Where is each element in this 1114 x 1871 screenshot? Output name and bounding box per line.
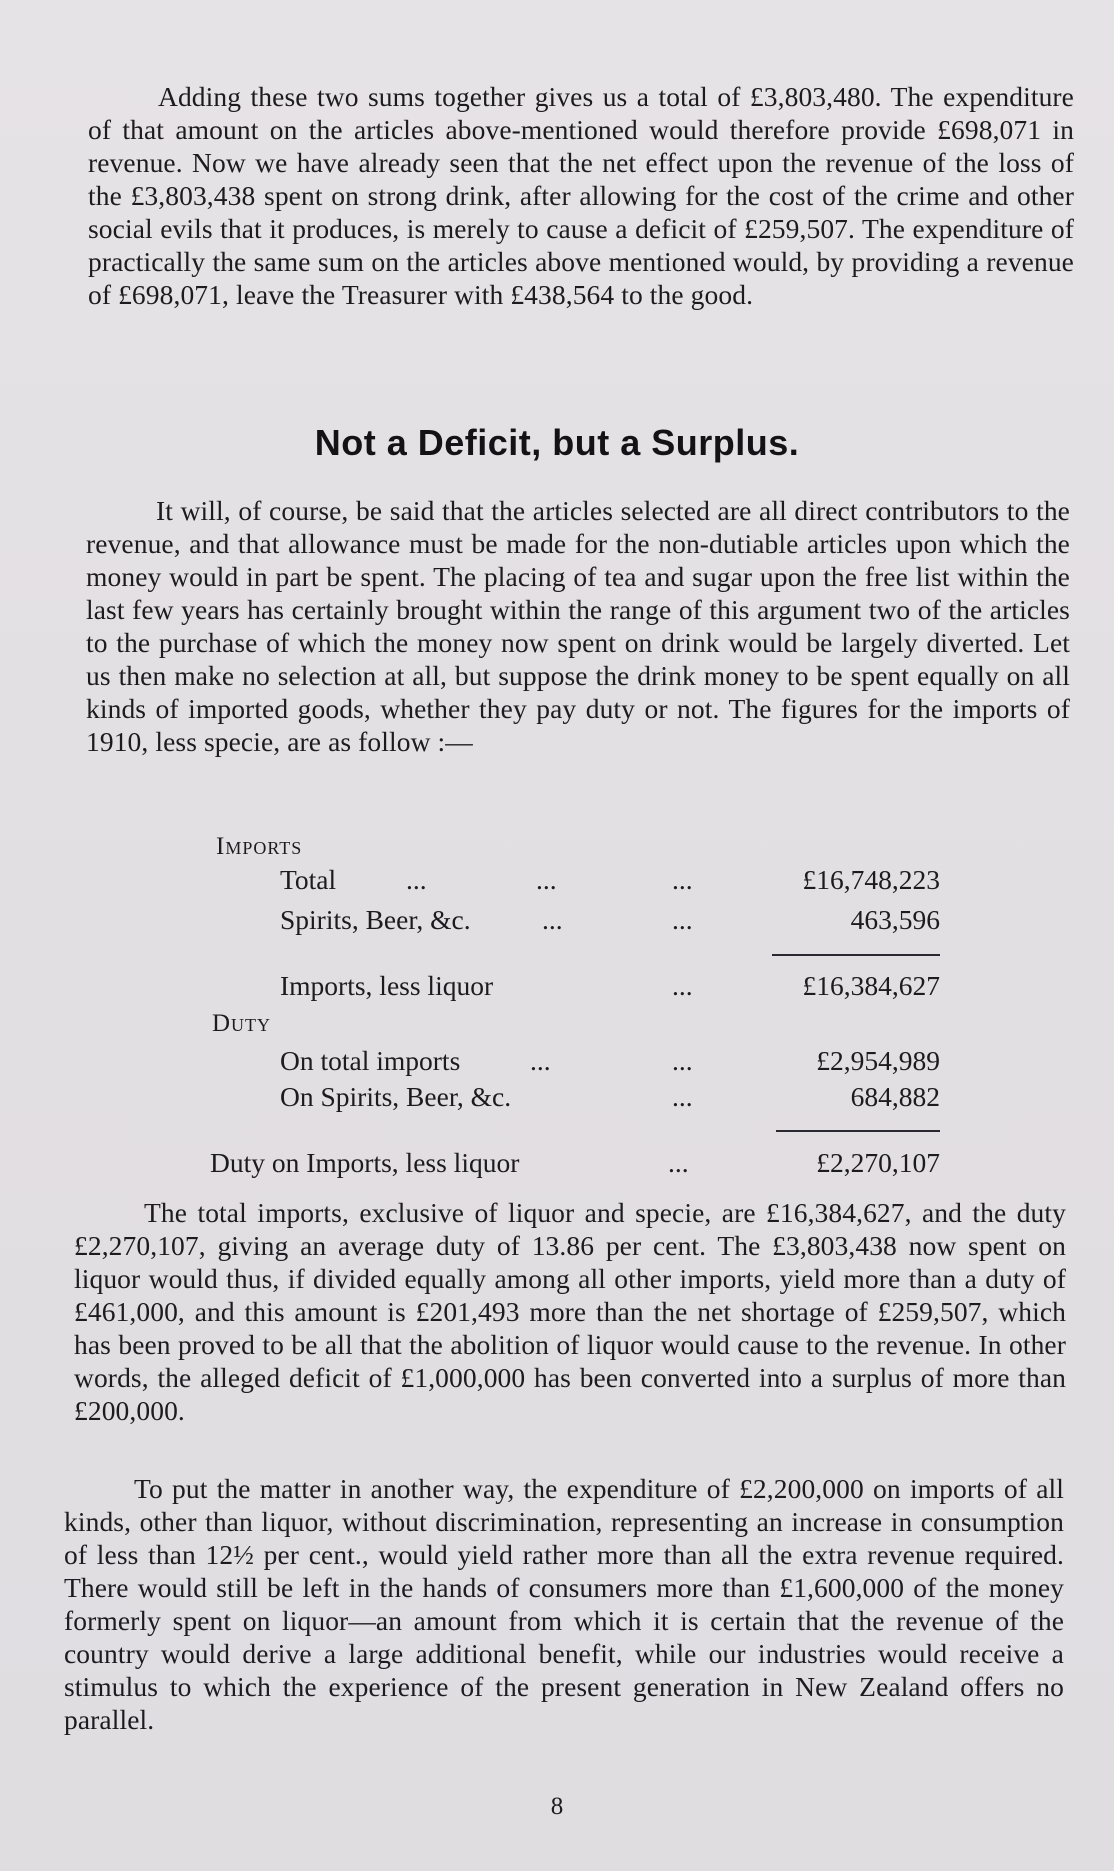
sum-rule xyxy=(776,1130,940,1132)
section-heading: Not a Deficit, but a Surplus. xyxy=(314,422,800,463)
paragraph-imports-argument: It will, of course, be said that the articles selected are all direct contributors to the revenue, and that allowance must be made for the non-dutiable articles upon which the money would in part be spent. The placing of tea and sugar upon the free list within the last few years has certainly brought within the range of this argument two of the articles to the purchase of which the money now spent on drink would be largely diverted. Let us then make no selection at all, but suppose the drink money to be spent equally on all kinds of imported goods, whether they pay duty or not. The figures for the imports of 1910, less specie, are as follow :— xyxy=(86,495,1070,757)
table-row-spirits-imports xyxy=(280,903,940,936)
table-row-total-imports xyxy=(280,863,940,896)
row-leader: ... xyxy=(530,1045,551,1076)
row-leader: ... xyxy=(672,1081,693,1112)
table-row-imports-net xyxy=(280,969,940,1002)
row-leader: ... xyxy=(672,864,693,895)
duty-label: Duty xyxy=(212,1010,272,1037)
row-value: £2,954,989 xyxy=(816,1045,940,1076)
table-row-duty-spirits xyxy=(280,1080,940,1113)
paragraph-alternative-view: To put the matter in another way, the expenditure of £2,200,000 on imports of all kinds, other than liquor, without discrimination, representing an increase in consumption of less than 12½ per cent., would yield rather more than all the extra revenue required. There would still be left in the hands of consumers more than £1,600,000 of the money formerly spent on liquor—an amount from which it is certain that the revenue of the country would derive a large additional benefit, while our industries would receive a stimulus to which the experience of the present generation in New Zealand offers no parallel. xyxy=(64,1473,1064,1735)
row-label: Imports, less liquor xyxy=(280,970,494,1001)
row-value: £2,270,107 xyxy=(816,1147,940,1178)
row-leader: ... xyxy=(672,904,693,935)
paragraph-surplus-conclusion: The total imports, exclusive of liquor and specie, are £16,384,627, and the duty £2,270,107, giving an average duty of 13.86 per cent. The £3,803,438 now spent on liquor would thus, if divided equally among all other imports, yield more than a duty of £461,000, and this amount is £201,493 more than the net shortage of £259,507, which has been proved to be all that the abolition of liquor would cause to the revenue. In other words, the alleged deficit of £1,000,000 has been converted into a surplus of more than £200,000. xyxy=(74,1197,1066,1426)
row-label: Spirits, Beer, &c. xyxy=(280,904,471,935)
row-leader: ... xyxy=(672,970,693,1001)
row-value: £16,384,627 xyxy=(802,970,940,1001)
sum-rule xyxy=(772,954,940,956)
table-row-duty-net xyxy=(210,1146,940,1179)
imports-label: Imports xyxy=(216,833,303,860)
row-leader: ... xyxy=(536,864,557,895)
row-leader: ... xyxy=(672,1045,693,1076)
row-leader: ... xyxy=(542,904,563,935)
row-label: Duty on Imports, less liquor xyxy=(210,1147,520,1178)
row-leader: ... xyxy=(668,1147,689,1178)
row-leader: ... xyxy=(406,864,427,895)
page-number: 8 xyxy=(550,1793,564,1820)
row-label: On total imports xyxy=(280,1045,461,1076)
row-value: £16,748,223 xyxy=(802,864,940,895)
row-value: 463,596 xyxy=(850,904,940,935)
row-value: 684,882 xyxy=(850,1081,940,1112)
table-row-duty-total xyxy=(280,1044,940,1077)
row-label: On Spirits, Beer, &c. xyxy=(280,1081,512,1112)
paragraph-totals: Adding these two sums together gives us a total of £3,803,480. The expenditure of that amount on the articles above-mentioned would therefore provide £698,071 in revenue. Now we have already seen that the net effect upon the revenue of the loss of the £3,803,438 spent on strong drink, after allowing for the cost of the crime and other social evils that it produces, is merely to cause a deficit of £259,507. The expenditure of practically the same sum on the articles above mentioned would, by providing a revenue of £698,071, leave the Treasurer with £438,564 to the good. xyxy=(88,81,1074,310)
row-label: Total xyxy=(280,864,337,895)
